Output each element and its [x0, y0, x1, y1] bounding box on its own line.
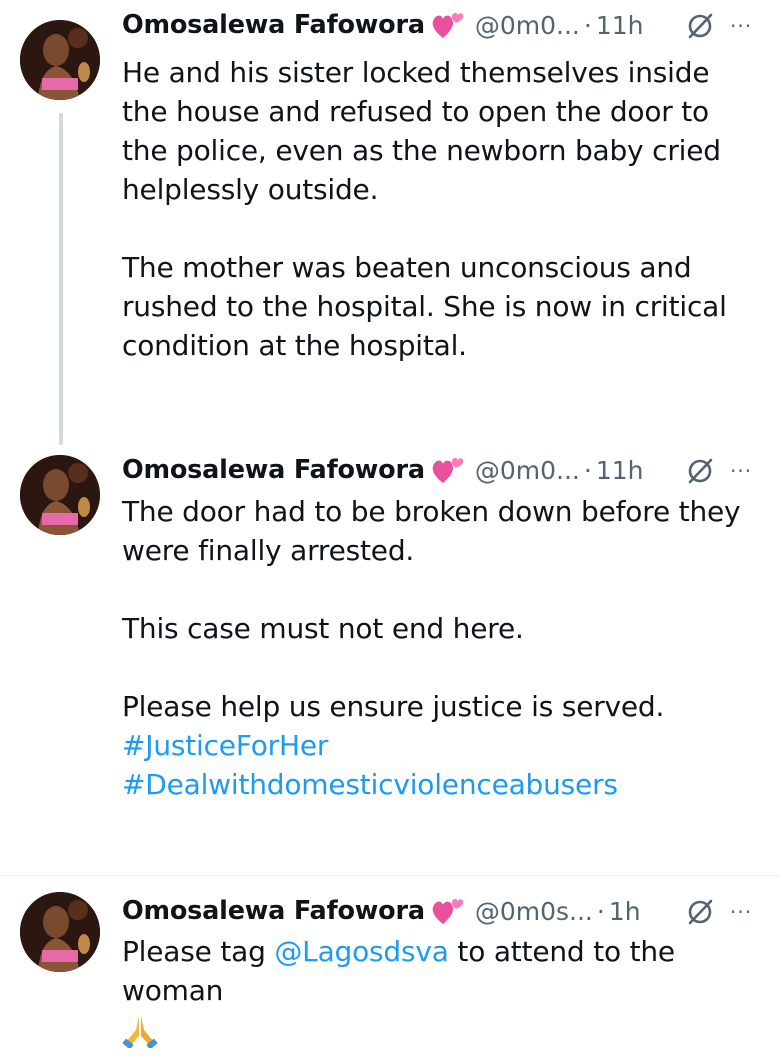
separator-dot: · — [583, 455, 592, 485]
more-icon[interactable]: ··· — [730, 14, 753, 38]
author-handle[interactable]: @0m0... — [474, 455, 580, 485]
hashtag-link[interactable]: #JusticeForHer — [122, 729, 329, 762]
author-name[interactable]: Omosalewa Fafowora — [122, 10, 425, 40]
separator-dot: · — [583, 10, 592, 40]
two-hearts-icon — [431, 896, 465, 926]
avatar[interactable] — [20, 20, 100, 100]
tweet-header — [122, 6, 643, 44]
separator-dot: · — [596, 896, 605, 926]
tweet-2[interactable] — [0, 440, 781, 875]
avatar[interactable] — [20, 892, 100, 972]
tweet-paragraph: Please help us ensure justice is served. — [122, 690, 665, 723]
avatar[interactable] — [20, 455, 100, 535]
two-hearts-icon — [431, 455, 465, 485]
timestamp[interactable]: 11h — [595, 455, 644, 485]
tweet-paragraph: This case must not end here. — [122, 612, 524, 645]
tweet-3[interactable] — [0, 876, 781, 1024]
grok-icon[interactable] — [686, 12, 714, 40]
more-icon[interactable]: ··· — [730, 900, 753, 924]
author-handle[interactable]: @0m0s... — [474, 896, 593, 926]
tweet-paragraph: The mother was beaten unconscious and rushed to the hospital. She is now in critical condition at the hospital. — [122, 251, 727, 362]
mention-link[interactable]: @Lagosdsva — [274, 935, 449, 968]
tweet-paragraph: He and his sister locked themselves inside the house and refused to open the door to the police, even as the newborn baby cried helplessly outside. — [122, 56, 721, 206]
author-name[interactable]: Omosalewa Fafowora — [122, 455, 425, 485]
timestamp[interactable]: 11h — [595, 10, 644, 40]
tweet-text-part: Please tag — [122, 935, 275, 968]
tweet-header — [122, 892, 641, 930]
tweet-paragraph: The door had to be broken down before they were finally arrested. — [122, 495, 741, 567]
tweet-1[interactable] — [0, 0, 781, 440]
more-icon[interactable]: ··· — [730, 459, 753, 483]
author-handle[interactable]: @0m0... — [474, 10, 580, 40]
folded-hands-icon — [122, 1014, 158, 1048]
two-hearts-icon — [431, 10, 465, 40]
author-name[interactable]: Omosalewa Fafowora — [122, 896, 425, 926]
tweet-text-part: to attend to the woman — [122, 935, 675, 1007]
tweet-text — [122, 53, 762, 365]
tweet-text — [122, 492, 762, 804]
thread-line — [59, 113, 63, 445]
grok-icon[interactable] — [686, 457, 714, 485]
hashtag-link[interactable]: #Dealwithdomesticviolenceabusers — [122, 768, 618, 801]
tweet-header — [122, 451, 643, 489]
grok-icon[interactable] — [686, 898, 714, 926]
tweet-text — [122, 932, 772, 1049]
timestamp[interactable]: 1h — [608, 896, 641, 926]
